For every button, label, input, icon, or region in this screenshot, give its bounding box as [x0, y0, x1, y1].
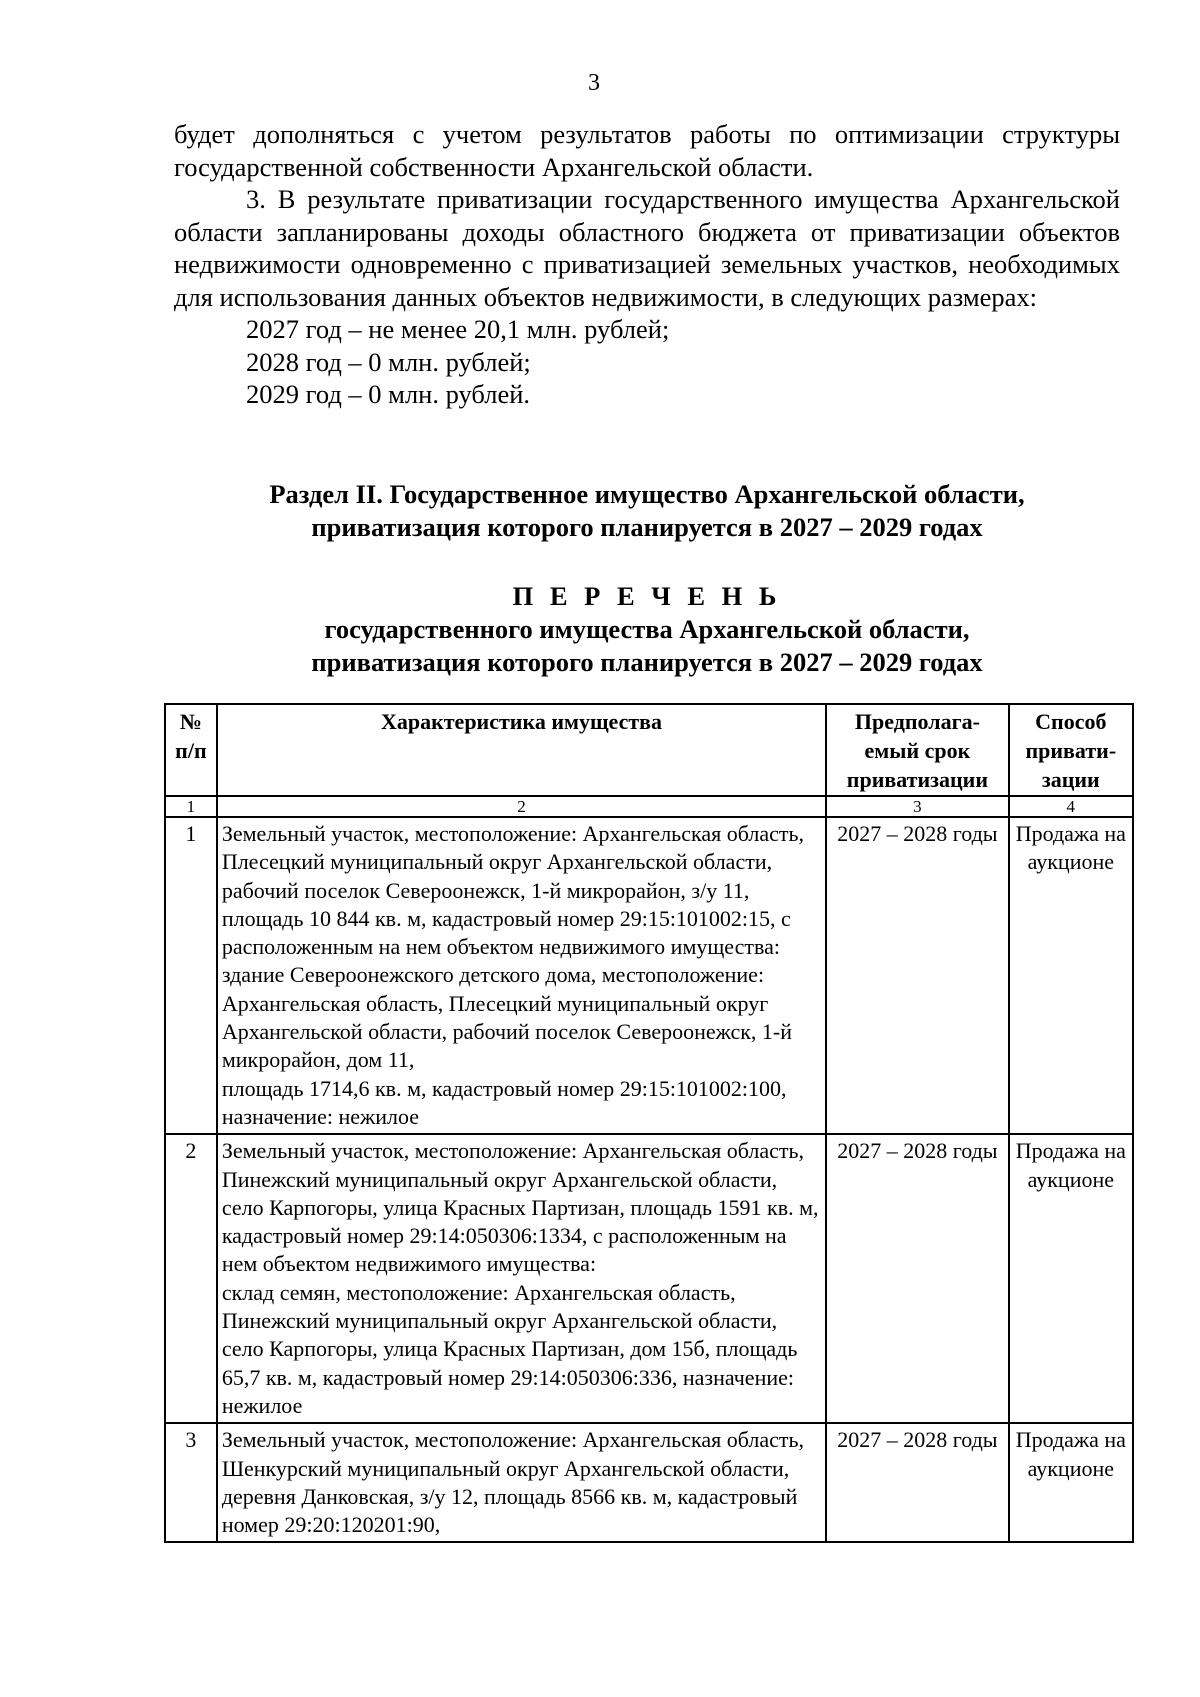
paragraph-3: 3. В результате приватизации государственного имущества Архангельской области запланированы доходы областного бюджета от приватизации объектов недвижимости одновременно с приватизацией земельных участков, необходимых для использования данных объектов недвижимости, в следующих размерах:: [174, 184, 1120, 312]
column-number: 3: [826, 796, 1008, 817]
revenue-amount-2029: 2029 год – 0 млн. рублей.: [246, 379, 531, 409]
land-plot-description: Земельный участок, местоположение: Архангельская область, Пинежский муниципальный округ Архангельской области, село Карпогоры, улица Красных Партизан, площадь 1591 кв. м, кадастровый номер 29:14:050306:1334, с расположенным на нем объектом недвижимого имущества:: [221, 1138, 819, 1277]
building-description: здание Североонежского детского дома, местоположение: Архангельская область, Плесецкий муниципальный округ Архангельской области, рабочий поселок Североонежск, 1-й микрорайон, дом 11,: [221, 962, 793, 1073]
table-row: [165, 1423, 1133, 1542]
row-number: 2: [165, 1134, 217, 1423]
column-number-row: [165, 796, 1133, 817]
section-title-line2: приватизация которого планируется в 2027 – 2029 годах: [311, 512, 983, 542]
header-description: Характеристика имущества: [217, 704, 826, 796]
list-title-line2: приватизация которого планируется в 2027 – 2029 годах: [311, 647, 983, 677]
revenue-amounts-list: [174, 313, 1120, 411]
building-details: площадь 1714,6 кв. м, кадастровый номер 29:15:101002:100, назначение: нежилое: [221, 1075, 787, 1129]
list-title-line1: государственного имущества Архангельской области,: [324, 614, 970, 644]
row-number: 1: [165, 817, 217, 1134]
revenue-amount-2027: 2027 год – не менее 20,1 млн. рублей;: [246, 314, 670, 344]
privatization-term: 2027 – 2028 годы: [826, 1423, 1008, 1542]
list-heading: П Е Р Е Ч Е Н Ь: [512, 581, 782, 611]
table-row: [165, 1134, 1133, 1423]
property-description: [217, 1134, 826, 1423]
header-method: Способ привати-зации: [1009, 704, 1133, 796]
row-number: 3: [165, 1423, 217, 1542]
column-number: 1: [165, 796, 217, 817]
land-plot-description: Земельный участок, местоположение: Архангельская область, Плесецкий муниципальный округ Архангельской области, рабочий поселок Североонежск, 1-й микрорайон, з/у 11, площадь 10 844 кв. м, кадастровый номер 29:15:101002:15, с расположенным на нем объектом недвижимого имущества:: [221, 821, 805, 960]
intro-text: [174, 118, 1120, 411]
property-table: [164, 703, 1134, 1543]
table-header-row: [165, 704, 1133, 796]
privatization-method: Продажа на аукционе: [1009, 1423, 1133, 1542]
list-title: [174, 580, 1120, 679]
header-term: Предполага-емый срок приватизации: [826, 704, 1008, 796]
privatization-term: 2027 – 2028 годы: [826, 1134, 1008, 1423]
land-plot-description: Земельный участок, местоположение: Архангельская область, Шенкурский муниципальный округ Архангельской области, деревня Данковская, з/у 12, площадь 8566 кв. м, кадастровый номер 29:20:120201:90,: [221, 1427, 805, 1538]
privatization-method: Продажа на аукционе: [1009, 1134, 1133, 1423]
header-num: № п/п: [165, 704, 217, 796]
building-description: склад семян, местоположение: Архангельская область, Пинежский муниципальный округ Архангельской области, село Карпогоры, улица Красных Партизан, дом 15б, площадь 65,7 кв. м, кадастровый номер 29:14:050306:336, назначение: нежилое: [221, 1279, 798, 1418]
section-title-line1: Раздел II. Государственное имущество Архангельской области,: [269, 479, 1025, 509]
property-description: [217, 1423, 826, 1542]
continuation-paragraph: будет дополняться с учетом результатов работы по оптимизации структуры государственной собственности Архангельской области.: [174, 119, 1120, 182]
column-number: 2: [217, 796, 826, 817]
privatization-term: 2027 – 2028 годы: [826, 817, 1008, 1134]
revenue-amount-2028: 2028 год – 0 млн. рублей;: [246, 346, 531, 377]
page-number: 3: [588, 70, 600, 96]
section-title: [174, 478, 1120, 544]
property-description: [217, 817, 826, 1134]
privatization-method: Продажа на аукционе: [1009, 817, 1133, 1134]
column-number: 4: [1009, 796, 1133, 817]
table-row: [165, 817, 1133, 1134]
